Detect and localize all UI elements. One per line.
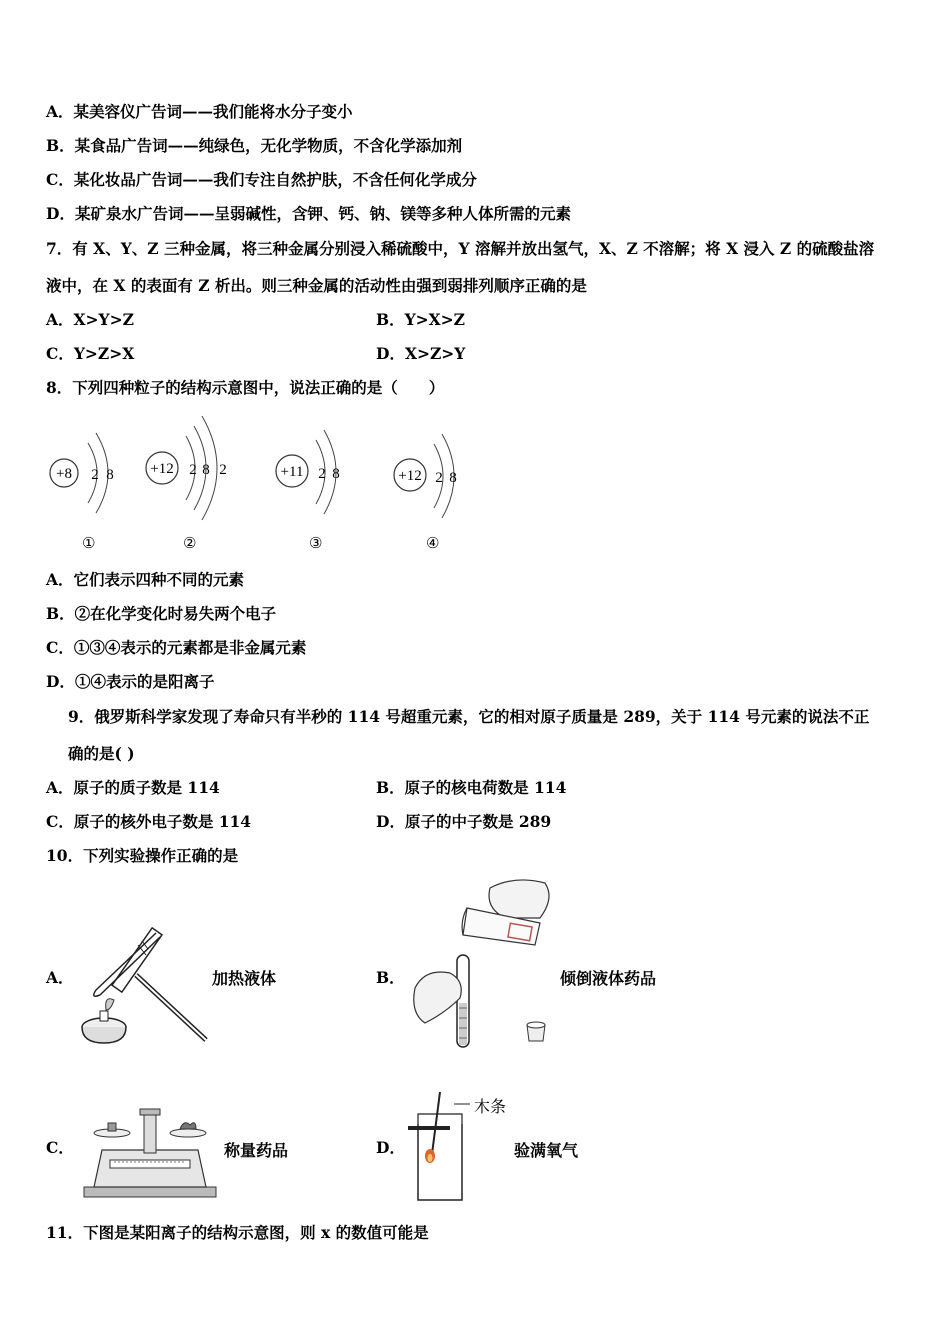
particle-diagram-3 <box>270 418 360 528</box>
particle-diagram-2 <box>140 410 250 528</box>
q9-stem-line1: 9．俄罗斯科学家发现了寿命只有半秒的 114 号超重元素，它的相对原子质量是 289，关于 114 号元素的说法不正 <box>68 707 870 726</box>
particle-3-label: ③ <box>309 534 323 552</box>
svg-text:8: 8 <box>332 466 340 482</box>
q7-option-a: A．X>Y>Z <box>46 310 134 329</box>
particle-1-label: ① <box>82 534 96 552</box>
q10-option-d-letter: D． <box>376 1138 405 1157</box>
q10-stem: 10．下列实验操作正确的是 <box>46 846 239 865</box>
balance-scale-illustration <box>80 1105 220 1200</box>
q6-option-c: C．某化妆品广告词——我们专注自然护肤，不含任何化学成分 <box>46 170 477 189</box>
q9-option-d: D．原子的中子数是 289 <box>376 812 552 831</box>
q8-option-b: B．②在化学变化时易失两个电子 <box>46 604 277 623</box>
q10-option-a-caption: 加热液体 <box>212 969 277 988</box>
q6-option-b: B．某食品广告词——纯绿色，无化学物质，不含化学添加剂 <box>46 136 463 155</box>
particle-2-nucleus: +12 <box>150 461 174 477</box>
q9-option-c: C．原子的核外电子数是 114 <box>46 812 252 831</box>
q10-option-b-letter: B． <box>376 968 405 987</box>
svg-text:2: 2 <box>219 462 227 478</box>
q9-option-b: B．原子的核电荷数是 114 <box>376 778 567 797</box>
q8-option-d: D．①④表示的是阳离子 <box>46 672 215 691</box>
q9-option-a: A．原子的质子数是 114 <box>46 778 220 797</box>
q7-option-b: B．Y>X>Z <box>376 310 465 329</box>
pouring-liquid-illustration <box>405 873 560 1053</box>
q8-option-c: C．①③④表示的元素都是非金属元素 <box>46 638 307 657</box>
particle-4-label: ④ <box>426 534 440 552</box>
oxygen-test-illustration <box>404 1088 474 1204</box>
particle-diagram-1 <box>40 418 130 528</box>
particle-4-nucleus: +12 <box>398 468 422 484</box>
q7-stem-line1: 7．有 X、Y、Z 三种金属，将三种金属分别浸入稀硫酸中，Y 溶解并放出氢气，X、Z 不溶解；将 X 浸入 Z 的硫酸盐溶 <box>46 239 875 258</box>
particle-3-nucleus: +11 <box>280 464 304 480</box>
q7-stem-line2: 液中，在 X 的表面有 Z 析出。则三种金属的活动性由强到弱排列顺序正确的是 <box>46 276 587 295</box>
particle-diagram-4 <box>388 420 478 530</box>
svg-text:2: 2 <box>91 467 99 483</box>
q10-option-c-caption: 称量药品 <box>224 1141 289 1160</box>
q7-option-c: C．Y>Z>X <box>46 344 135 363</box>
svg-text:8: 8 <box>202 462 210 478</box>
svg-text:8: 8 <box>106 467 114 483</box>
svg-text:2: 2 <box>189 462 197 478</box>
heating-liquid-illustration <box>76 915 211 1050</box>
q6-option-d: D．某矿泉水广告词——呈弱碱性，含钾、钙、钠、镁等多种人体所需的元素 <box>46 204 571 223</box>
q10-option-c-letter: C． <box>46 1138 74 1157</box>
q8-option-a: A．它们表示四种不同的元素 <box>46 570 245 589</box>
q10-option-d-caption: 验满氧气 <box>514 1141 579 1160</box>
q7-option-d: D．X>Z>Y <box>376 344 466 363</box>
q10-option-b-caption: 倾倒液体药品 <box>560 969 657 988</box>
q8-stem: 8．下列四种粒子的结构示意图中，说法正确的是（ ） <box>46 378 445 397</box>
particle-1-nucleus: +8 <box>56 466 72 482</box>
q11-stem: 11．下图是某阳离子的结构示意图，则 x 的数值可能是 <box>46 1223 429 1242</box>
svg-text:2: 2 <box>435 470 443 486</box>
svg-text:2: 2 <box>318 466 326 482</box>
particle-2-label: ② <box>183 534 197 552</box>
q10-option-d-wood-label: 木条 <box>474 1097 507 1116</box>
svg-text:8: 8 <box>449 470 457 486</box>
q6-option-a: A．某美容仪广告词——我们能将水分子变小 <box>46 102 353 121</box>
q10-option-a-letter: A． <box>46 968 74 987</box>
q9-stem-line2: 确的是( ) <box>68 744 135 763</box>
